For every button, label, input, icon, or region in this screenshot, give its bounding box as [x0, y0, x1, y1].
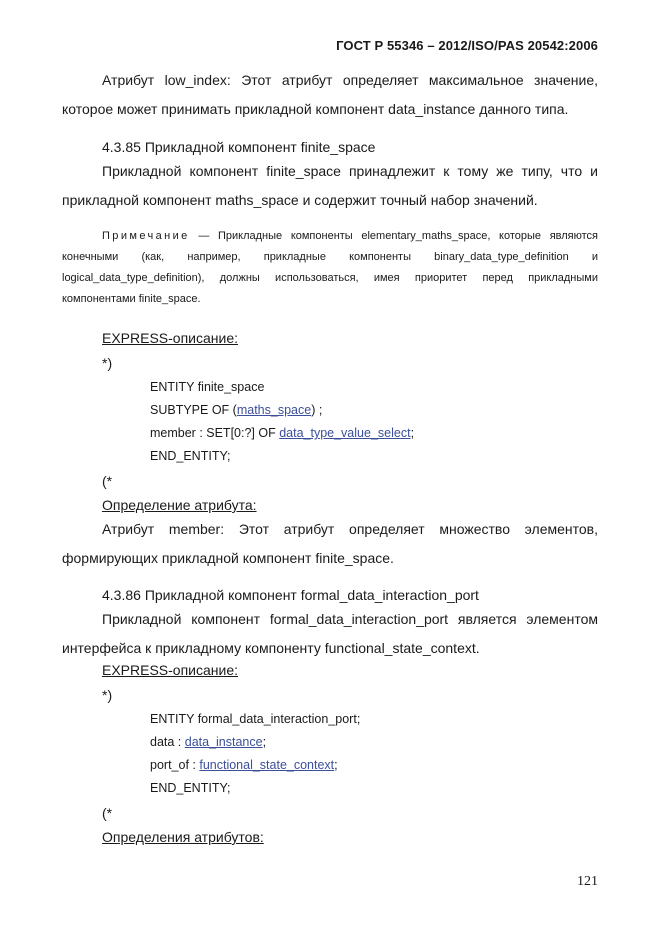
code-text: port_of :: [150, 758, 200, 772]
express-heading-1: EXPRESS-описание:: [102, 330, 239, 346]
link-data-type-value-select[interactable]: data_type_value_select: [279, 426, 411, 440]
link-maths-space[interactable]: maths_space: [236, 403, 312, 417]
code-line-port-of: [150, 756, 338, 774]
attributes-definition-heading: Определения атрибутов:: [102, 829, 264, 845]
code-line-end-entity-2: END_ENTITY;: [150, 781, 231, 795]
express-heading-2: EXPRESS-описание:: [102, 662, 239, 678]
code-line-entity-formal-port: ENTITY formal_data_interaction_port;: [150, 712, 361, 726]
link-data-instance[interactable]: data_instance: [184, 735, 263, 749]
code-line-data: [150, 733, 266, 751]
paragraph-finite-space: Прикладной компонент finite_space принадлежит к тому же типу, что и прикладной компонент maths_space и содержит точный набор значений.: [62, 163, 598, 208]
note-block: [62, 226, 598, 310]
code-line-end-entity-1: END_ENTITY;: [150, 449, 231, 463]
link-functional-state-context[interactable]: functional_state_context: [199, 758, 335, 772]
paragraph-formal-data-interaction-port: Прикладной компонент formal_data_interaction_port является элементом интерфейса к прикладному компоненту functional_state_context.: [62, 611, 598, 656]
paragraph-member: Атрибут member: Этот атрибут определяет множество элементов, формирующих прикладной компонент finite_space.: [62, 521, 598, 566]
note-dash: —: [189, 230, 218, 242]
section-title-4-3-85: 4.3.85 Прикладной компонент finite_space: [102, 139, 376, 155]
code-line-entity-finite-space: ENTITY finite_space: [150, 380, 265, 394]
code-text: ;: [334, 758, 338, 772]
code-text: ;: [410, 426, 415, 440]
document-header: ГОСТ Р 55346 – 2012/ISO/PAS 20542:2006: [336, 38, 598, 53]
code-text: ) ;: [311, 403, 323, 417]
code-line-subtype: [150, 401, 322, 419]
code-line-member: [150, 424, 414, 442]
code-text: SUBTYPE OF (: [150, 403, 237, 417]
attribute-definition-heading: Определение атрибута:: [102, 497, 257, 513]
note-text: Прикладные компоненты elementary_maths_space, которые являются конечными (как, например, прикладные компоненты binary_data_type_definition и logical_data_type_definition), должны использоваться, имея приоритет перед прикладными компонентами finite_space.: [62, 230, 598, 305]
section-title-4-3-86: 4.3.86 Прикладной компонент formal_data_interaction_port: [102, 587, 479, 603]
comment-close-2: (*: [102, 805, 113, 821]
comment-open-1: *): [102, 355, 113, 371]
note-label: Примечание: [102, 230, 190, 242]
code-text: ;: [262, 735, 267, 749]
paragraph-low-index: Атрибут low_index: Этот атрибут определяет максимальное значение, которое может принимать прикладной компонент data_instance данного типа.: [62, 72, 598, 117]
comment-close-1: (*: [102, 473, 113, 489]
comment-open-2: *): [102, 687, 113, 703]
code-text: data :: [150, 735, 185, 749]
code-text: member : SET[0:?] OF: [150, 426, 280, 440]
page-number: 121: [577, 874, 598, 889]
